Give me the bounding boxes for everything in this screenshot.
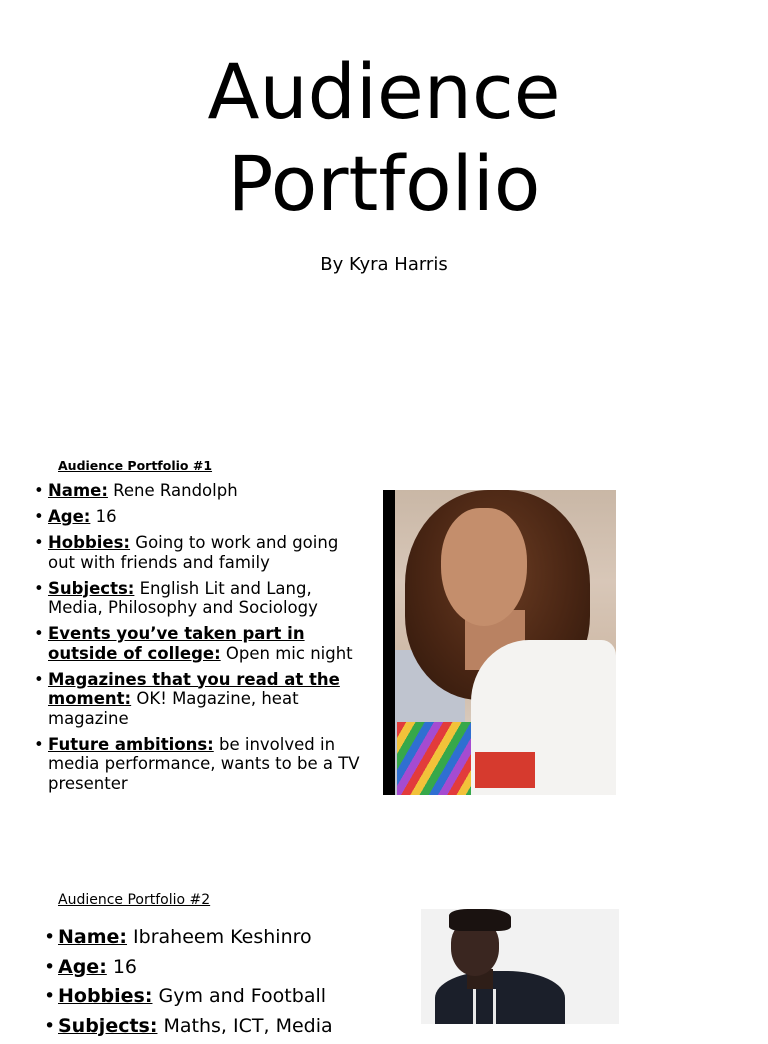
item-label: Name: [48, 481, 108, 500]
item-value: Rene Randolph [107, 481, 238, 500]
item-value: Open mic night [220, 643, 353, 663]
document-title [0, 46, 768, 230]
portfolio-1-list [34, 481, 364, 800]
list-item [44, 1015, 374, 1037]
item-label: Age: [58, 955, 107, 978]
item-label: Subjects: [58, 1014, 158, 1037]
portfolio-1-heading: Audience Portfolio #1 [58, 458, 213, 473]
item-value: English Lit and Lang, Media, Philosophy and Sociology [48, 578, 318, 617]
item-value: OK! Magazine, heat magazine [48, 689, 299, 728]
item-label: Future ambitions: [48, 734, 214, 754]
item-value: Gym and Football [152, 985, 327, 1007]
list-item [34, 533, 364, 572]
author-byline: By Kyra Harris [320, 254, 448, 275]
item-label: Name: [58, 926, 128, 948]
list-item [44, 985, 374, 1007]
item-value: Going to work and going out with friends and family [48, 533, 339, 572]
portfolio-2-heading: Audience Portfolio #2 [58, 892, 211, 908]
list-item [34, 735, 364, 794]
item-label: Magazines that you read at the moment: [48, 669, 340, 708]
item-value: be involved in media performance, wants to be a TV presenter [48, 734, 360, 793]
title-line-1: Audience [207, 47, 561, 136]
item-label: Hobbies: [48, 533, 131, 552]
list-item [34, 507, 364, 527]
portfolio-2-list [44, 926, 374, 1044]
item-label: Subjects: [48, 578, 135, 598]
list-item [44, 926, 374, 948]
item-label: Events you’ve taken part in outside of college: [48, 624, 305, 663]
item-value: 16 [90, 507, 117, 526]
item-label: Age: [48, 507, 91, 526]
item-value: 16 [106, 955, 138, 978]
item-value: Ibraheem Keshinro [127, 926, 312, 948]
list-item [44, 956, 374, 978]
item-value: Maths, ICT, Media [157, 1014, 333, 1037]
portfolio-1-photo [383, 490, 616, 795]
title-line-2: Portfolio [227, 139, 541, 228]
list-item [34, 670, 364, 729]
item-label: Hobbies: [58, 985, 153, 1007]
list-item [34, 579, 364, 618]
portfolio-2-photo [421, 909, 619, 1024]
list-item [34, 481, 364, 501]
list-item [34, 624, 364, 663]
